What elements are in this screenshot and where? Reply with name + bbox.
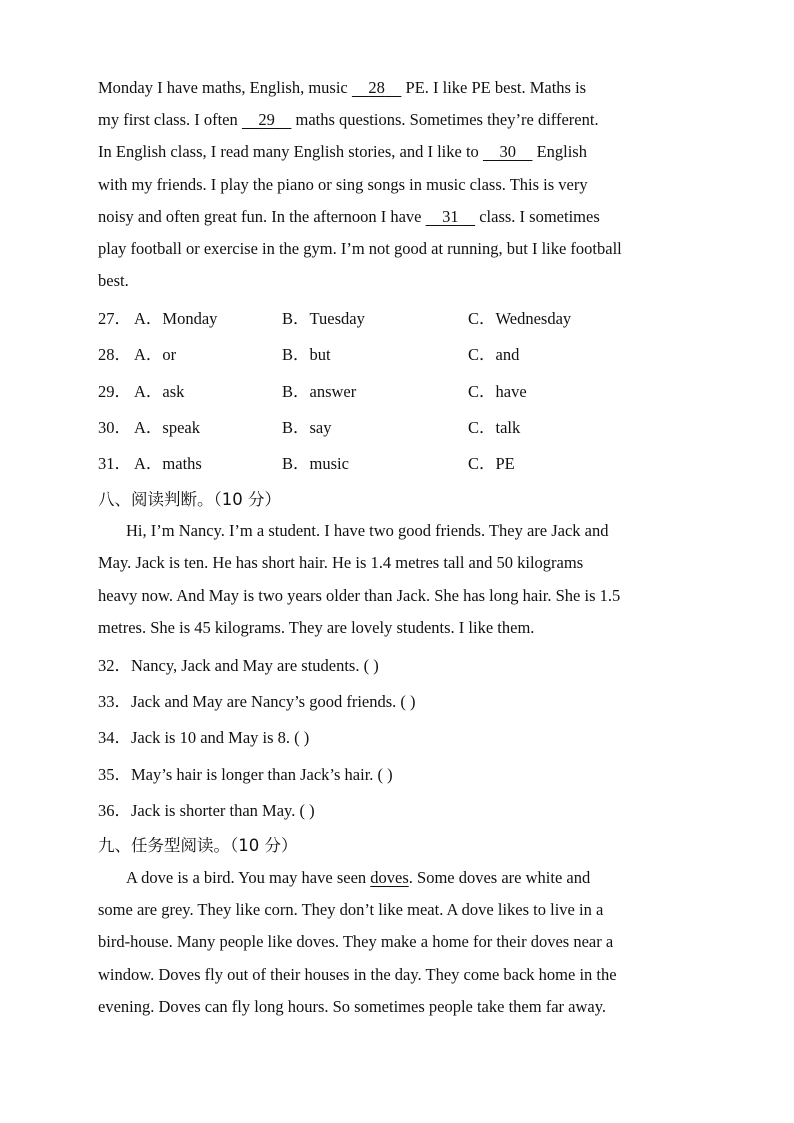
text: noisy and often great fun. In the afternoon I have	[98, 207, 426, 226]
question-number: 31．	[98, 454, 131, 473]
blank-29	[242, 110, 292, 130]
option-c: C．Wednesday	[468, 309, 572, 328]
option-b: B．music	[282, 454, 349, 473]
choice-row	[98, 341, 698, 363]
blank-number: 29	[258, 110, 275, 129]
text: my first class. I often	[98, 110, 242, 129]
true-false-question: 36．Jack is shorter than May. ( )	[98, 801, 315, 820]
text: Monday I have maths, English, music	[98, 78, 352, 97]
choice-row	[98, 378, 698, 400]
passage-line	[98, 110, 599, 130]
section-heading: 八、阅读判断。（10 分）	[98, 490, 281, 509]
passage-line: Hi, I’m Nancy. I’m a student. I have two good friends. They are Jack and	[126, 521, 609, 540]
text: play football or exercise in the gym. I’m not good at running, but I like football	[98, 239, 622, 258]
passage-line: window. Doves fly out of their houses in the day. They come back home in the	[98, 965, 617, 984]
passage-line	[98, 78, 586, 98]
passage-line	[98, 239, 622, 259]
blank-number: 31	[442, 207, 459, 226]
option-c: C．PE	[468, 454, 515, 473]
passage-line: evening. Doves can fly long hours. So sometimes people take them far away.	[98, 997, 607, 1016]
blank-number: 30	[499, 142, 516, 161]
passage-line	[98, 175, 588, 195]
option-b: B．Tuesday	[282, 309, 365, 328]
blank-31	[426, 207, 476, 227]
text: maths questions. Sometimes they’re different.	[291, 110, 599, 129]
passage-line: bird-house. Many people like doves. They make a home for their doves near a	[98, 932, 614, 951]
passage-line: heavy now. And May is two years older than Jack. She has long hair. She is 1.5	[98, 586, 621, 605]
true-false-question: 33．Jack and May are Nancy’s good friends. ( )	[98, 692, 416, 711]
option-b: B．but	[282, 345, 331, 364]
question-number: 28．	[98, 345, 131, 364]
true-false-question: 35．May’s hair is longer than Jack’s hair. ( )	[98, 765, 393, 784]
option-c: C．talk	[468, 418, 521, 437]
passage-line	[126, 868, 590, 888]
passage-line: some are grey. They like corn. They don’t like meat. A dove likes to live in a	[98, 900, 604, 919]
option-b: B．answer	[282, 382, 357, 401]
section-heading: 九、任务型阅读。（10 分）	[98, 836, 298, 855]
passage-line: May. Jack is ten. He has short hair. He is 1.4 metres tall and 50 kilograms	[98, 553, 584, 572]
option-a: A．speak	[134, 418, 200, 437]
text: with my friends. I play the piano or sing songs in music class. This is very	[98, 175, 588, 194]
text: . Some doves are white and	[408, 868, 591, 887]
passage-line	[98, 207, 600, 227]
text: best.	[98, 271, 129, 290]
option-a: A．ask	[134, 382, 185, 401]
passage-line	[98, 271, 129, 291]
question-number: 29．	[98, 382, 131, 401]
choice-row	[98, 305, 698, 327]
passage-line	[98, 142, 587, 162]
choice-row	[98, 450, 698, 472]
option-a: A．or	[134, 345, 177, 364]
option-a: A．Monday	[134, 309, 218, 328]
choice-row	[98, 414, 698, 436]
question-number: 27．	[98, 309, 131, 328]
passage-line: metres. She is 45 kilograms. They are lovely students. I like them.	[98, 618, 535, 637]
true-false-question: 34．Jack is 10 and May is 8. ( )	[98, 728, 310, 747]
text: PE. I like PE best. Maths is	[401, 78, 587, 97]
option-a: A．maths	[134, 454, 202, 473]
blank-number: 28	[368, 78, 385, 97]
blank-30	[483, 142, 533, 162]
underlined-word: doves	[370, 868, 409, 887]
text: A dove is a bird. You may have seen	[126, 868, 371, 887]
option-c: C．have	[468, 382, 527, 401]
blank-28	[352, 78, 402, 98]
text: class. I sometimes	[475, 207, 600, 226]
text: In English class, I read many English stories, and I like to	[98, 142, 483, 161]
true-false-question: 32．Nancy, Jack and May are students. ( )	[98, 656, 379, 675]
question-number: 30．	[98, 418, 131, 437]
option-b: B．say	[282, 418, 332, 437]
option-c: C．and	[468, 345, 520, 364]
text: English	[532, 142, 587, 161]
